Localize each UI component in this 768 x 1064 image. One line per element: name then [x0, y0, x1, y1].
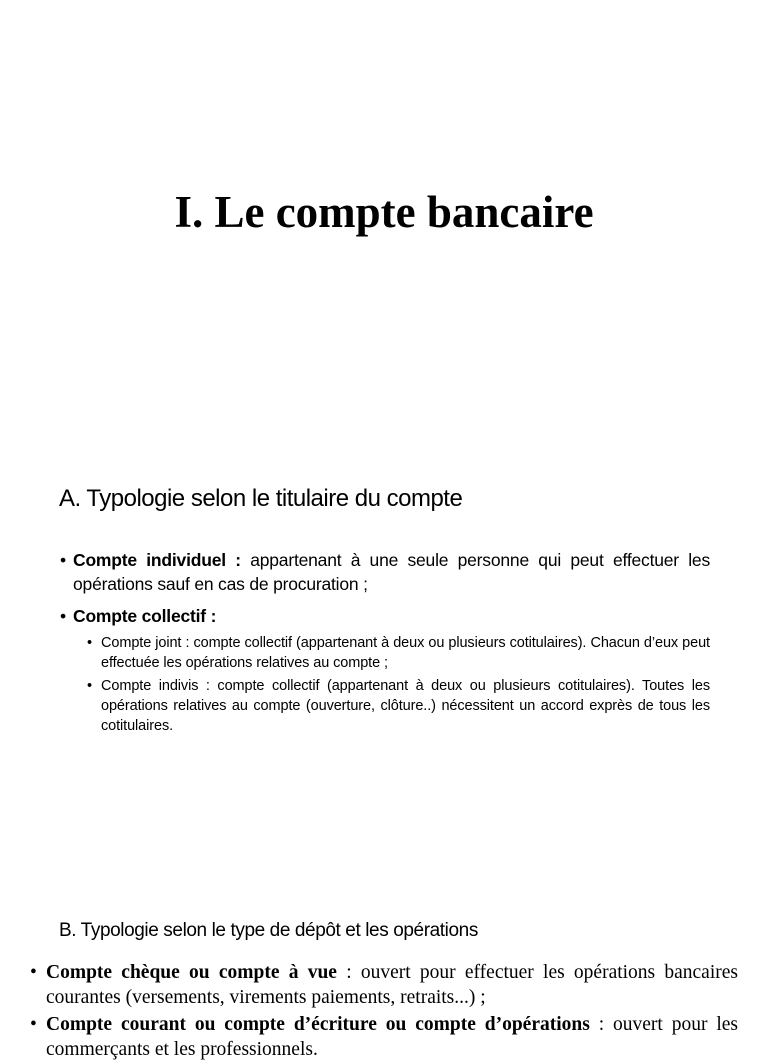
list-item-compte-collectif	[60, 604, 710, 736]
desc-compte-courant: : ouvert pour les commerçants et les professionnels.	[46, 1014, 738, 1060]
list-item-compte-courant	[30, 1012, 738, 1062]
desc-compte-individuel: appartenant à une seule personne qui peut effectuer les opérations sauf en cas de procuration ;	[73, 550, 711, 594]
collective-account-sublist	[87, 633, 710, 736]
term-compte-cheque: Compte chèque ou compte à vue	[46, 962, 337, 983]
term-compte-individuel: Compte individuel :	[73, 550, 241, 570]
sublist-item-compte-joint: • Compte joint : compte collectif (appartenant à deux ou plusieurs cotitulaires). Chacun d’eux peut effectuée les opérations relatives au compte ;	[87, 633, 710, 673]
sublist-item-compte-indivis: • Compte indivis : compte collectif (appartenant à deux ou plusieurs cotitulaires). Toutes les opérations relatives au compte (ouverture, clôture..) nécessitent un accord exprès de tous les cotitulaires.	[87, 676, 710, 736]
slide-title	[0, 0, 768, 440]
slide-section-b	[0, 880, 768, 1060]
page-title: I. Le compte bancaire	[174, 187, 594, 237]
slide-section-a	[0, 440, 768, 880]
term-compte-courant: Compte courant ou compte d’écriture ou compte d’opérations	[46, 1014, 590, 1035]
section-heading-b: B. Typologie selon le type de dépôt et les opérations	[59, 920, 478, 941]
list-item-compte-cheque	[30, 960, 738, 1010]
account-holder-list	[60, 548, 710, 744]
list-item-compte-individuel	[60, 548, 710, 596]
desc-compte-cheque: : ouvert pour effectuer les opérations bancaires courantes (versements, virements paiements, retraits...) ;	[46, 962, 738, 1008]
deposit-type-list	[30, 960, 738, 1064]
term-compte-collectif: Compte collectif :	[73, 606, 217, 626]
section-heading-a: A. Typologie selon le titulaire du compte	[59, 485, 463, 512]
